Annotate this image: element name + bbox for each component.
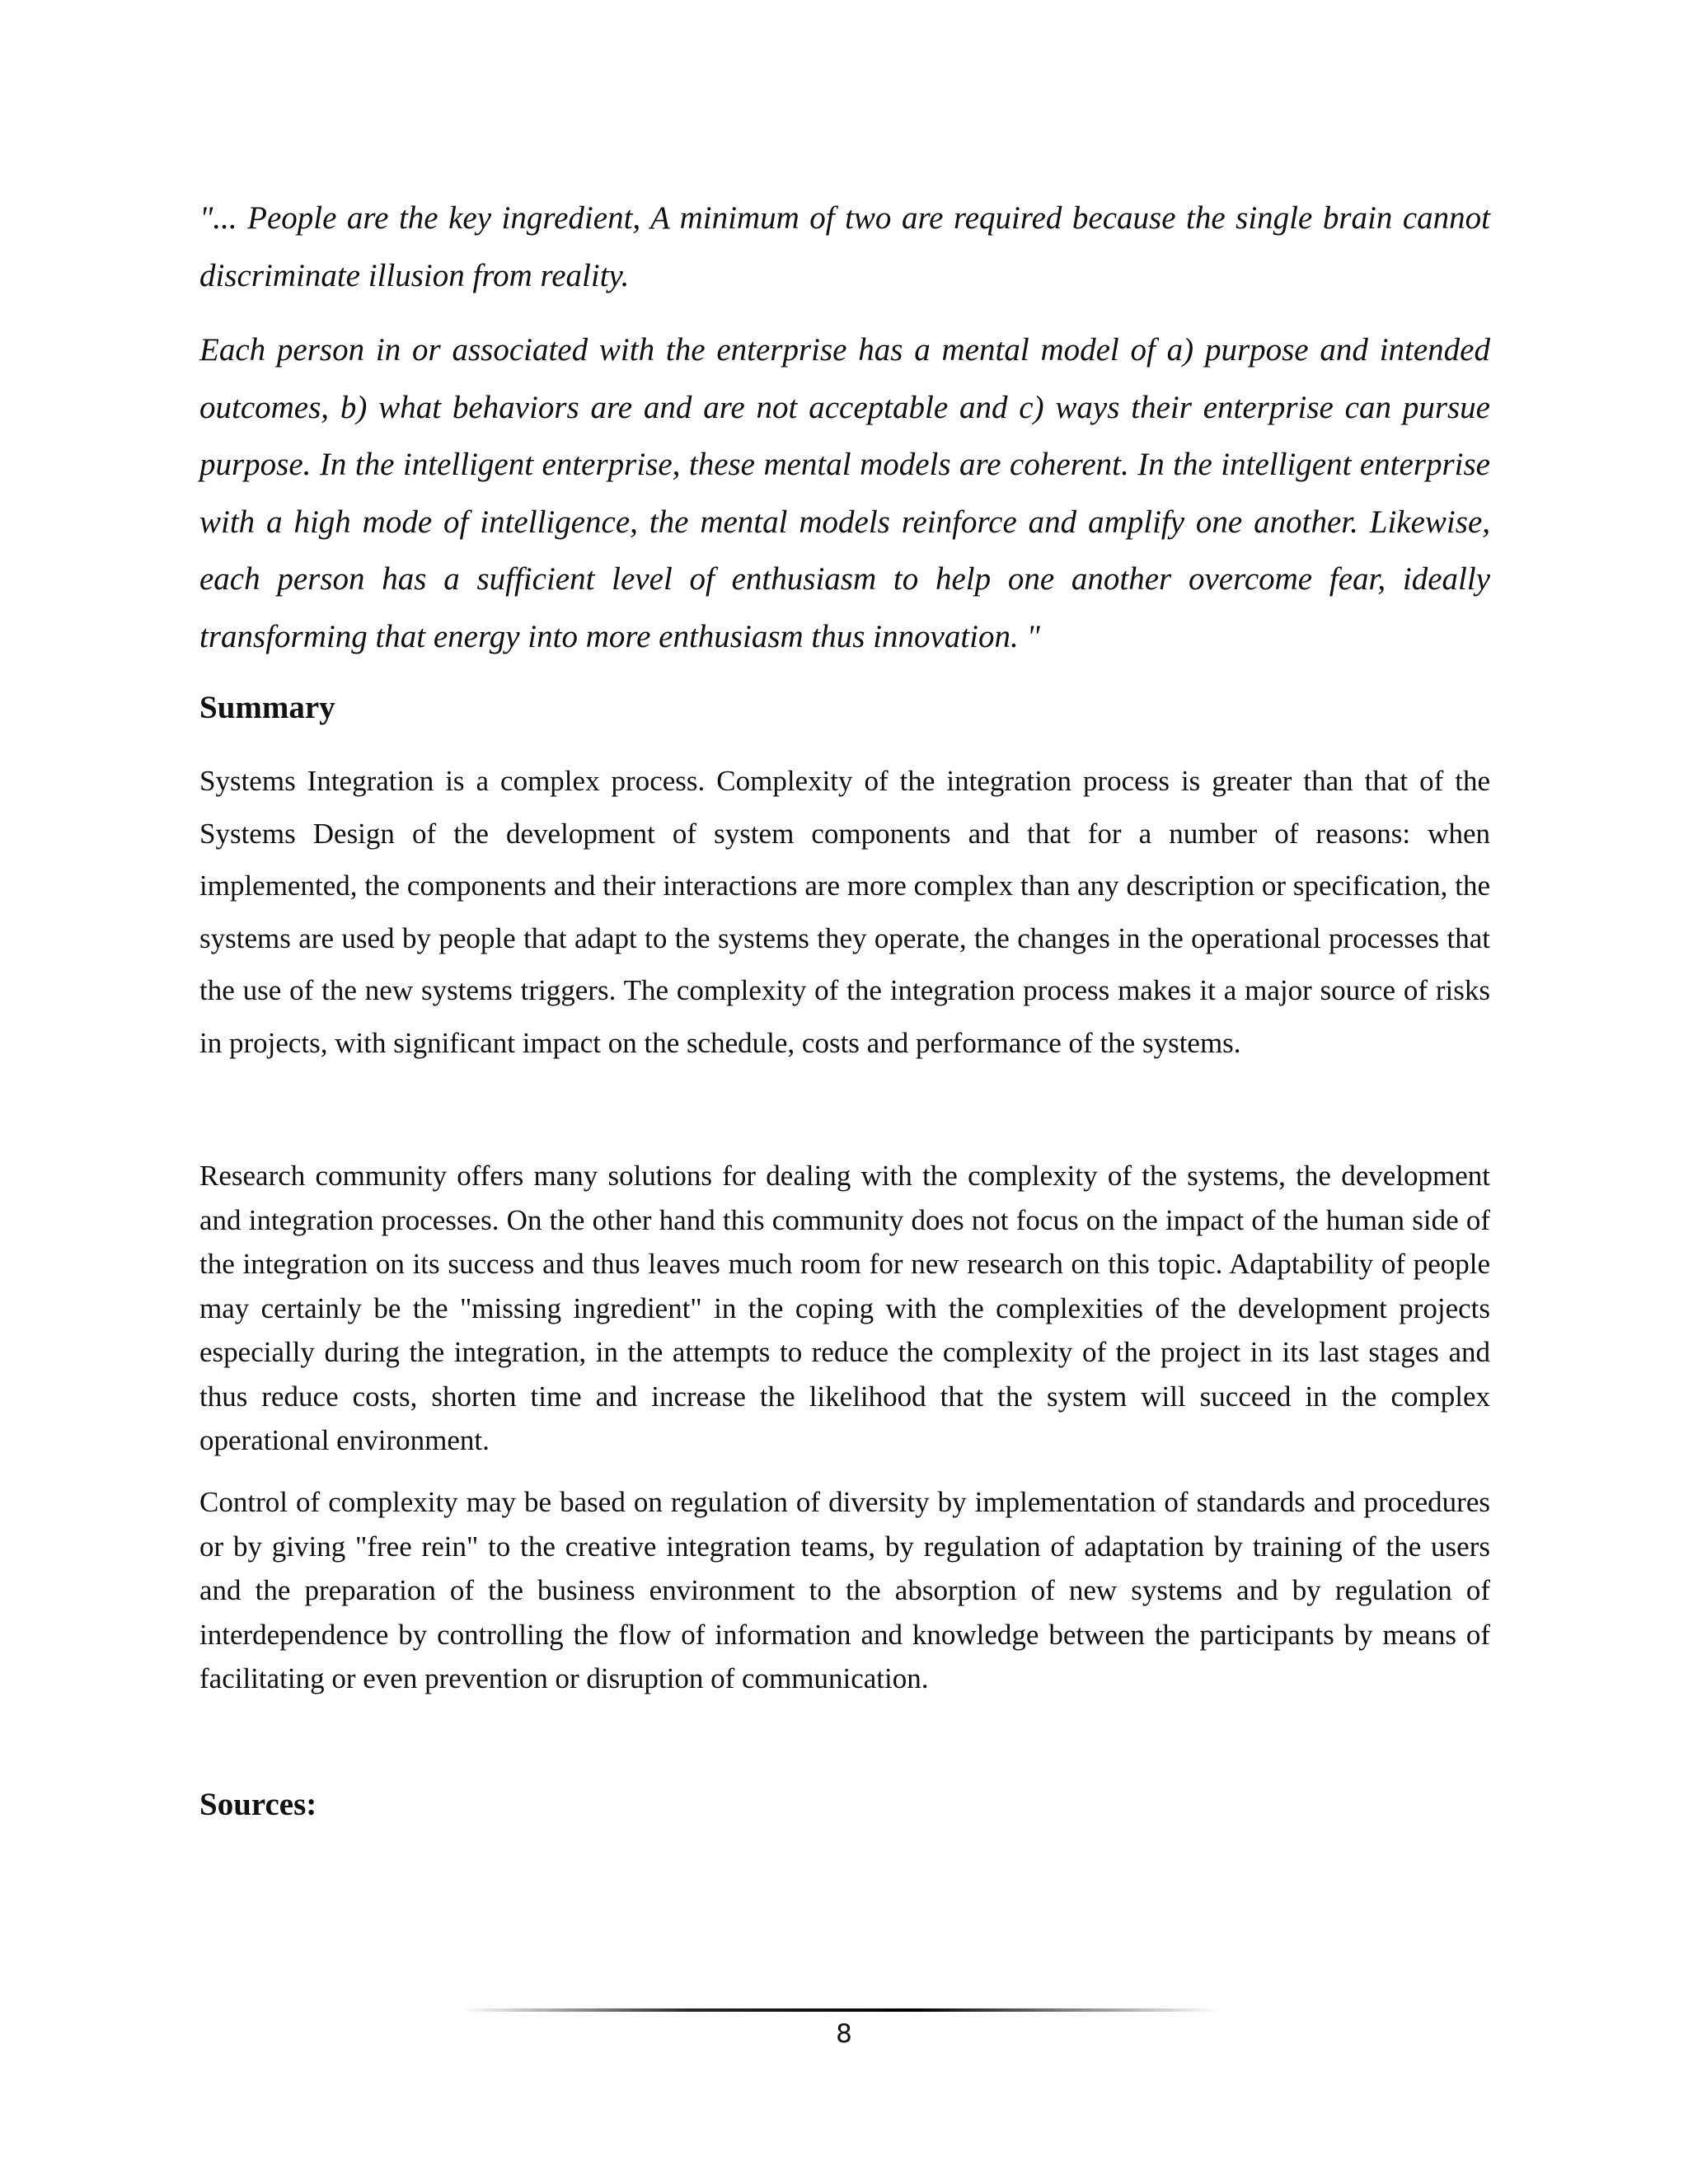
sources-heading: Sources:: [199, 1787, 317, 1822]
summary-paragraph: Control of complexity may be based on regulation of diversity by implementation of standards and procedures or by giving "free rein" to the creative integration teams, by regulation of adaptation by training of the users and the preparation of the business environment to the absorption of new systems and by regulation of interdependence by controlling the flow of information and knowledge between the participants by means of facilitating or even prevention or disruption of communication.: [199, 1486, 1490, 1694]
summary-paragraph: Systems Integration is a complex process. Complexity of the integration process is greater than that of the Systems Design of the development of system components and that for a number of reasons: when implemented, the components and their interactions are more complex than any description or specification, the systems are used by people that adapt to the systems they operate, the changes in the operational processes that the use of the new systems triggers. The complexity of the integration process makes it a major source of risks in projects, with significant impact on the schedule, costs and performance of the systems.: [199, 765, 1490, 1059]
footer-divider: [462, 2008, 1220, 2012]
summary-paragraph: Research community offers many solutions for dealing with the complexity of the systems, the development and integration processes. On the other hand this community does not focus on the impact of the human side of the integration on its success and thus leaves much room for new research on this topic. Adaptability of people may certainly be the "missing ingredient" in the coping with the complexities of the development projects especially during the integration, in the attempts to reduce the complexity of the project in its last stages and thus reduce costs, shorten time and increase the likelihood that the system will succeed in the complex operational environment.: [199, 1160, 1490, 1456]
quote-continuation: Each person in or associated with the enterprise has a mental model of a) purpose and intended outcomes, b) what behaviors are and are not acceptable and c) ways their enterprise can pursue purpose. In the intelligent enterprise, these mental models are coherent. In the intelligent enterprise with a high mode of intelligence, the mental models reinforce and amplify one another. Likewise, each person has a sufficient level of enthusiasm to help one another overcome fear, ideally transforming that energy into more enthusiasm thus innovation. ": [199, 332, 1490, 654]
quote-opening: "... People are the key ingredient, A minimum of two are required because the single brain cannot discriminate illusion from reality.: [199, 200, 1490, 293]
summary-heading: Summary: [199, 690, 335, 725]
page-number: 8: [836, 2019, 852, 2049]
